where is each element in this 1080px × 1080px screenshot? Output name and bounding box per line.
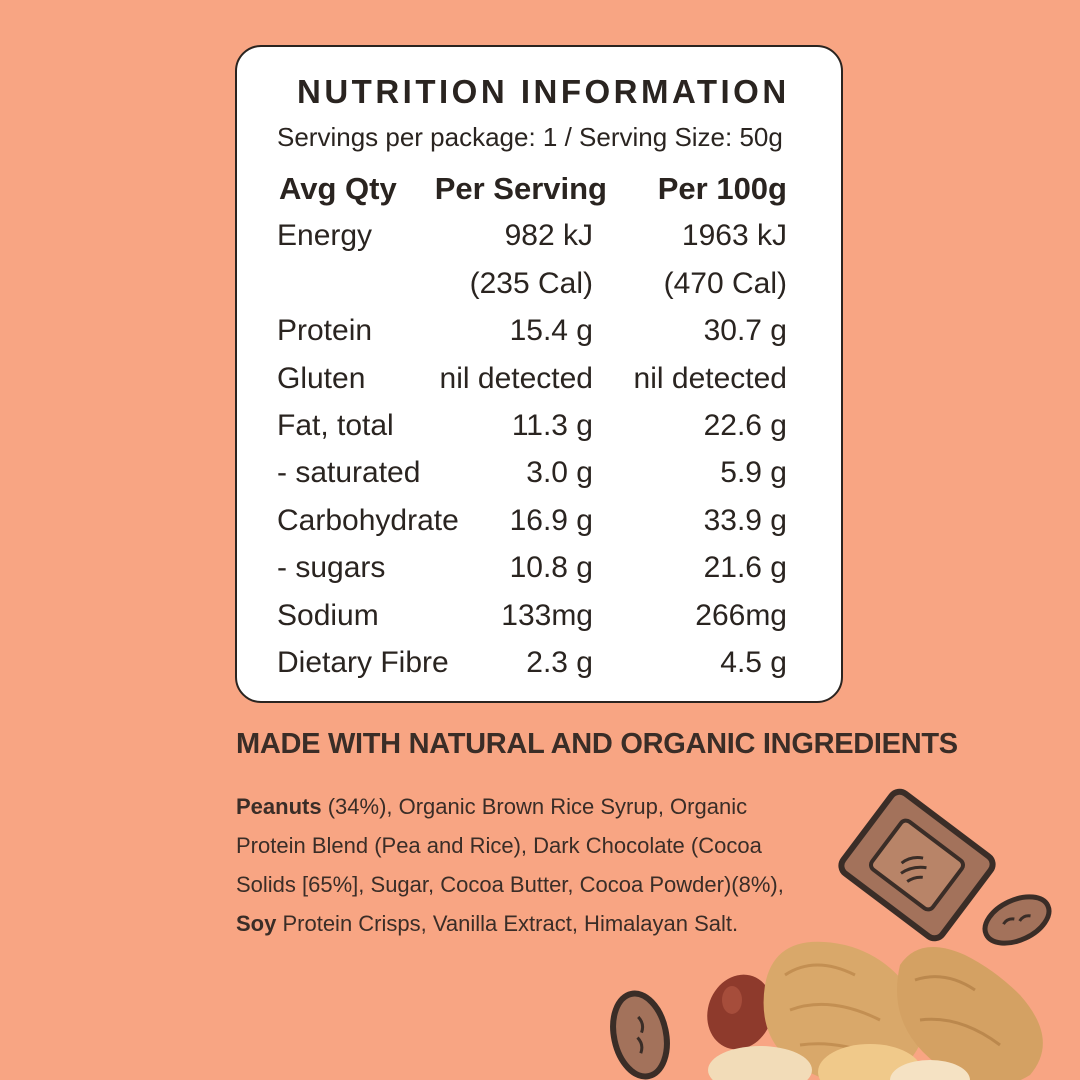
per-serving-value: 2.3 g bbox=[526, 646, 593, 679]
nutrient-label: - saturated bbox=[277, 456, 421, 489]
nutrition-header-row bbox=[237, 171, 841, 211]
nutrient-label: Gluten bbox=[277, 362, 366, 395]
per-serving-value: 3.0 g bbox=[526, 456, 593, 489]
ingredients-line-text: Protein Crisps, Vanilla Extract, Himalayan Salt. bbox=[276, 911, 739, 936]
nutrient-label: Carbohydrate bbox=[277, 504, 459, 537]
per-serving-value: 15.4 g bbox=[509, 314, 593, 347]
per-100g-value: nil detected bbox=[633, 362, 787, 395]
nutrient-label: Dietary Fibre bbox=[277, 646, 449, 679]
per-100g-value: 21.6 g bbox=[703, 551, 787, 584]
per-100g-value: 5.9 g bbox=[720, 456, 787, 489]
peanut-icon bbox=[978, 888, 1057, 953]
snack-illustration bbox=[600, 780, 1080, 1080]
ingredients-heading: MADE WITH NATURAL AND ORGANIC INGREDIENTS bbox=[236, 728, 958, 760]
peanut-icon bbox=[606, 989, 674, 1080]
ingredients-line-text: (34%), Organic Brown Rice Syrup, Organic bbox=[321, 794, 748, 819]
per-100g-value: 1963 kJ bbox=[681, 219, 787, 252]
header-per-100g: Per 100g bbox=[657, 171, 787, 206]
ingredients-line-text: Protein Blend (Pea and Rice), Dark Chocolate (Cocoa bbox=[236, 833, 762, 858]
per-100g-value: 33.9 g bbox=[703, 504, 787, 537]
nutrition-row bbox=[237, 599, 841, 639]
peanut-shell-icon bbox=[897, 947, 1043, 1080]
nutrient-label: Protein bbox=[277, 314, 373, 347]
header-avg-qty: Avg Qty bbox=[279, 171, 397, 206]
serving-info: Servings per package: 1 / Serving Size: 50g bbox=[277, 122, 783, 152]
per-serving-value: nil detected bbox=[439, 362, 593, 395]
per-100g-value: 4.5 g bbox=[720, 646, 787, 679]
nutrition-title: NUTRITION INFORMATION bbox=[297, 73, 790, 110]
nutrient-label: - sugars bbox=[277, 551, 386, 584]
per-serving-value: 133mg bbox=[501, 599, 593, 632]
per-serving-value: 11.3 g bbox=[511, 409, 593, 442]
nutrition-row bbox=[237, 456, 841, 496]
per-100g-value: 30.7 g bbox=[703, 314, 787, 347]
nutrition-row bbox=[237, 362, 841, 402]
nutrition-row bbox=[237, 504, 841, 544]
nutrition-row bbox=[237, 646, 841, 686]
nutrient-label: Energy bbox=[277, 219, 373, 252]
chocolate-piece-icon bbox=[828, 780, 1007, 954]
ingredient-highlight: Peanuts bbox=[236, 794, 322, 819]
nutrient-label: Sodium bbox=[277, 599, 379, 632]
nutrition-row bbox=[237, 314, 841, 354]
per-100g-value: 22.6 g bbox=[703, 409, 787, 442]
nutrition-panel bbox=[235, 45, 843, 703]
nutrition-row bbox=[237, 551, 841, 591]
nutrition-row bbox=[237, 219, 841, 259]
per-serving-value: (235 Cal) bbox=[469, 267, 593, 300]
nutrition-row bbox=[237, 267, 841, 307]
per-100g-value: (470 Cal) bbox=[663, 267, 787, 300]
ingredient-highlight: Soy bbox=[236, 911, 277, 936]
per-serving-value: 10.8 g bbox=[509, 551, 593, 584]
nutrition-row bbox=[237, 409, 841, 449]
header-per-serving: Per Serving bbox=[434, 171, 607, 206]
nutrient-label: Fat, total bbox=[277, 409, 394, 442]
per-serving-value: 16.9 g bbox=[509, 504, 593, 537]
ingredients-line-text: Solids [65%], Sugar, Cocoa Butter, Cocoa Powder)(8%), bbox=[236, 872, 784, 897]
per-100g-value: 266mg bbox=[695, 599, 787, 632]
per-serving-value: 982 kJ bbox=[504, 219, 593, 252]
